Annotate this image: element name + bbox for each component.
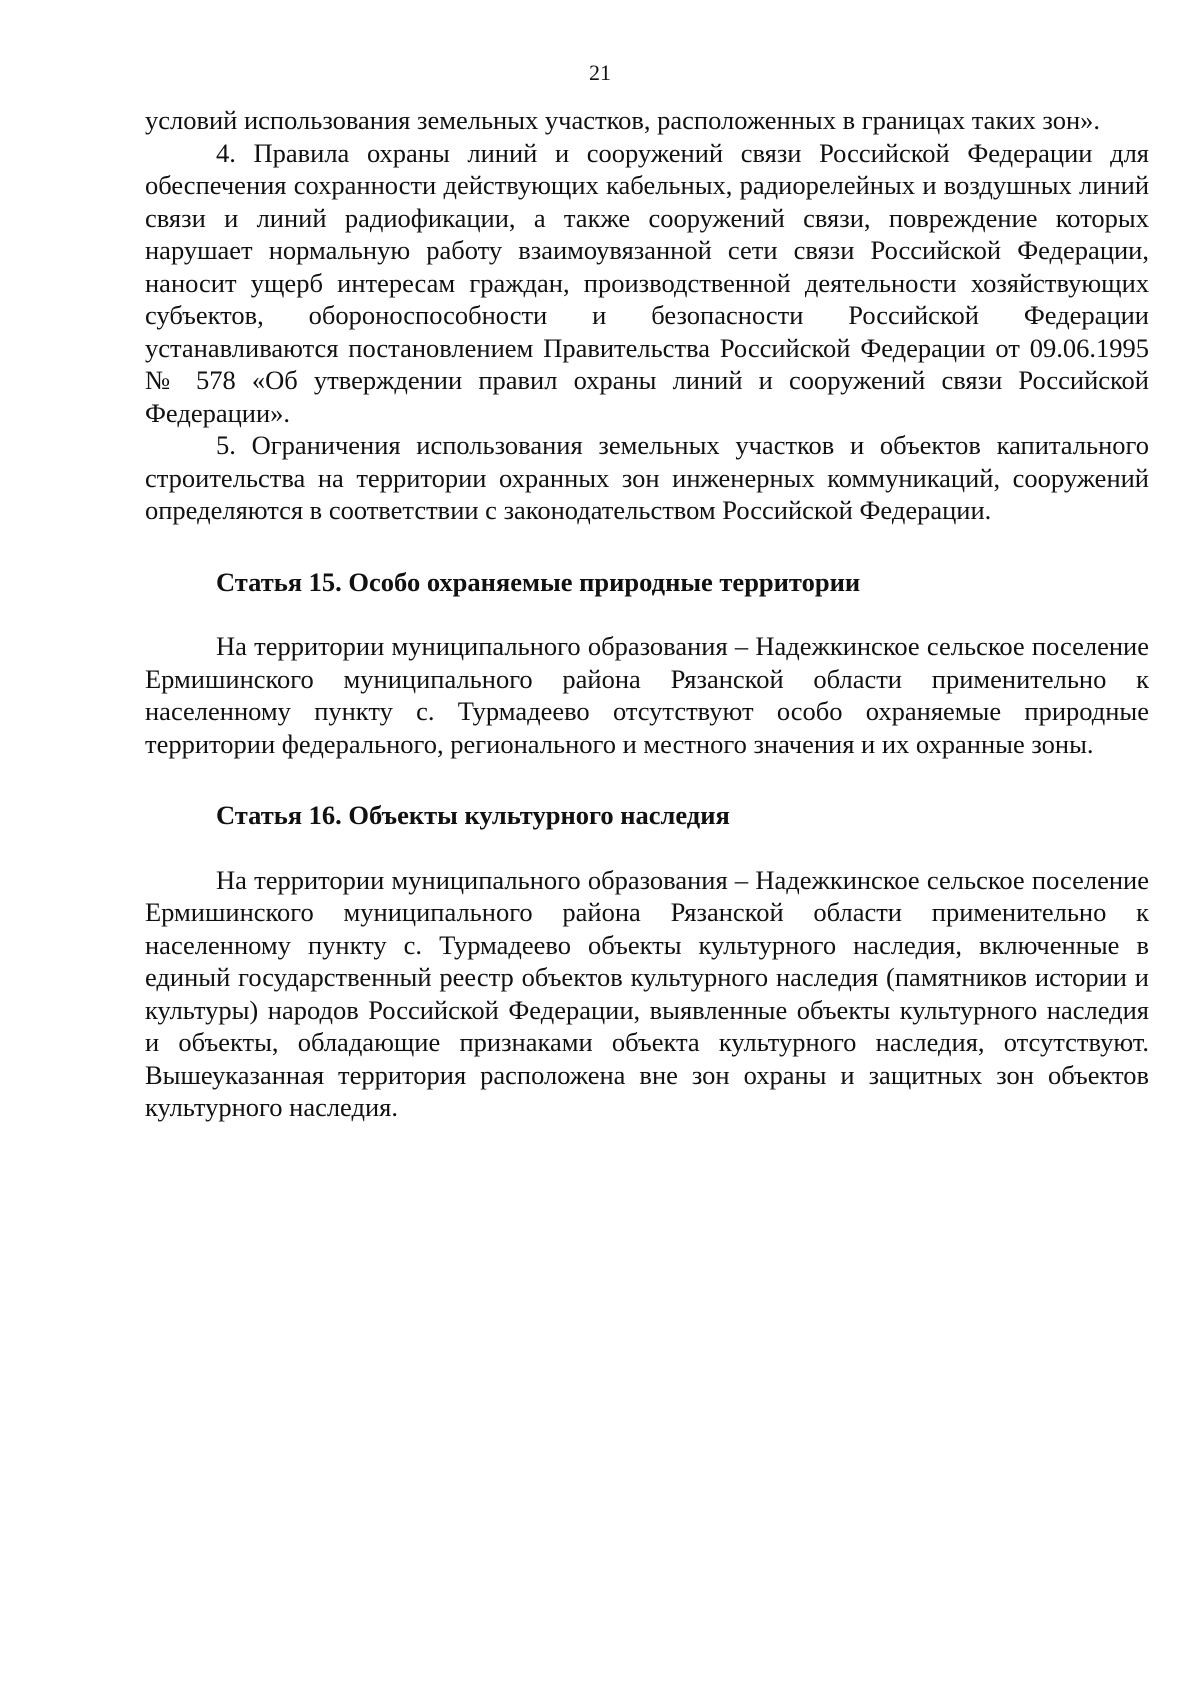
page-number: 21 bbox=[589, 60, 611, 85]
item-5-paragraph: 5. Ограничения использования земельных участков и объектов капитального строительства на территории охранных зон инженерных коммуникаций, сооружений определяются в соответствии с законодательством Российской Федерации. bbox=[145, 430, 1149, 525]
article-16-text: На территории муниципального образования – Надежкинское сельское поселение Ермишинского муниципального района Рязанской области применительно к населенному пункту с. Турмадеево объекты культурного наследия, включенные в единый государственный реестр объектов культурного наследия (памятников истории и культуры) народов Российской Федерации, выявленные объекты культурного наследия и объекты, обладающие признаками объекта культурного наследия, отсутствуют. Вышеуказанная территория расположена вне зон охраны и защитных зон объектов культурного наследия. bbox=[145, 864, 1149, 1122]
article-15-text: На территории муниципального образования – Надежкинское сельское поселение Ермишинского муниципального района Рязанской области применительно к населенному пункту с. Турмадеево отсутствуют особо охраняемые природные территории федерального, регионального и местного значения и их охранные зоны. bbox=[145, 631, 1149, 759]
article-15-heading: Статья 15. Особо охраняемые природные территории bbox=[216, 566, 861, 597]
item-4-paragraph: 4. Правила охраны линий и сооружений связи Российской Федерации для обеспечения сохранности действующих кабельных, радиорелейных и воздушных линий связи и линий радиофикации, а также сооружений связи, повреждение которых нарушает нормальную работу взаимоувязанной сети связи Российской Федерации, наносит ущерб интересам граждан, производственной деятельности хозяйствующих субъектов, обороноспособности и безопасности Российской Федерации устанавливаются постановлением Правительства Российской Федерации от 09.06.1995 № 578 «Об утверждении правил охраны линий и сооружений связи Российской Федерации». bbox=[145, 137, 1149, 428]
continuation-paragraph: условий использования земельных участков, расположенных в границах таких зон». bbox=[145, 105, 1100, 135]
document-body bbox=[145, 104, 1149, 1124]
article-16-heading: Статья 16. Объекты культурного наследия bbox=[216, 800, 730, 830]
